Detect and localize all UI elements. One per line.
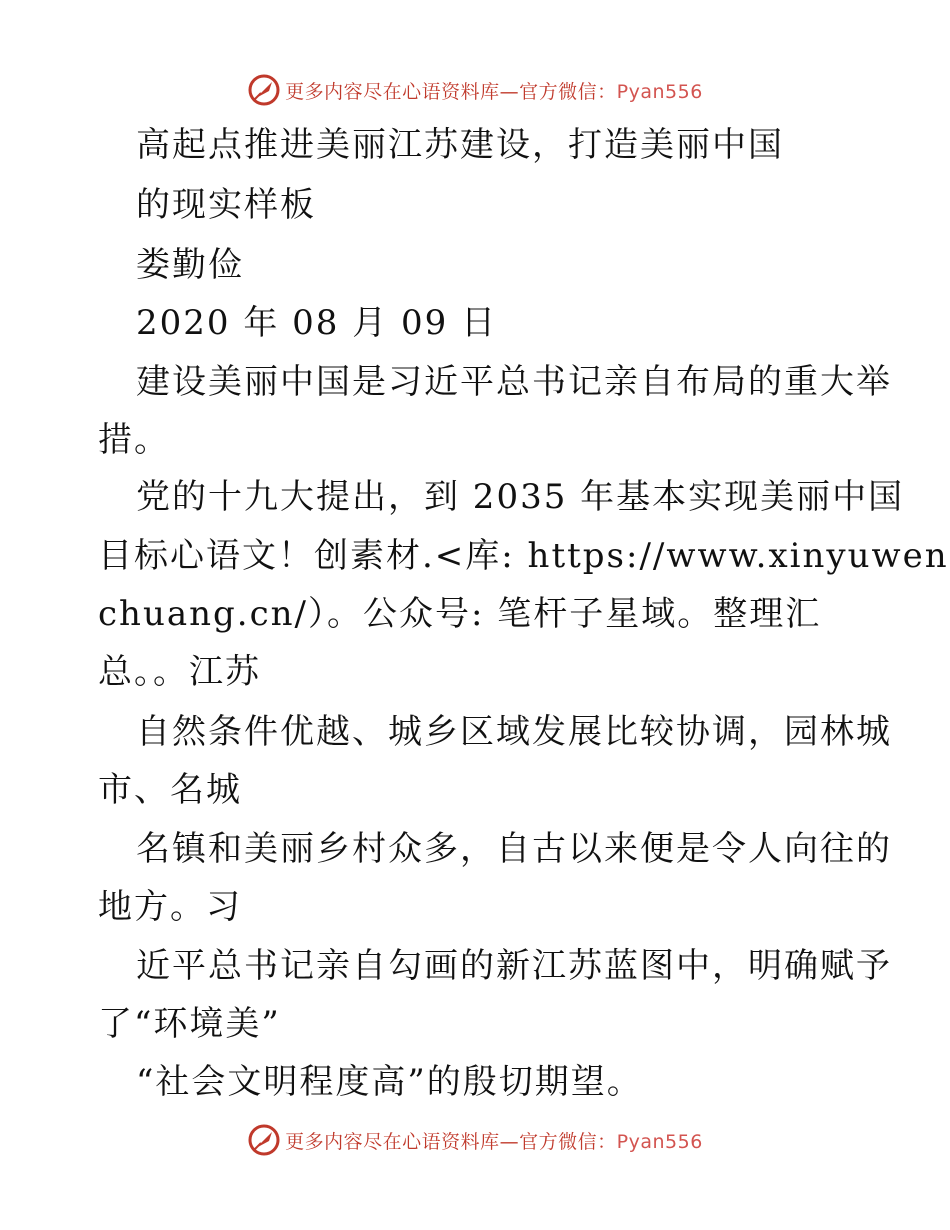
paragraph-line: 市、名城	[98, 770, 242, 810]
paragraph-line: 措。	[98, 420, 170, 460]
quill-logo-icon	[247, 73, 281, 107]
paragraph-line: chuang.cn/）。公众号: 笔杆子星域。整理汇	[98, 594, 822, 634]
author: 娄勤俭	[136, 245, 244, 285]
paragraph-line: “社会文明程度高”的殷切期望。	[136, 1062, 643, 1102]
footer-banner	[0, 1120, 950, 1160]
paragraph-line: 党的十九大提出，到 2035 年基本实现美丽中国	[136, 477, 905, 517]
paragraph-line: 近平总书记亲自勾画的新江苏蓝图中，明确赋予	[136, 946, 892, 986]
banner-text: 更多内容尽在心语资料库—官方微信：Pyan556	[285, 80, 703, 103]
date: 2020 年 08 月 09 日	[136, 303, 498, 343]
paragraph-line: 名镇和美丽乡村众多，自古以来便是令人向往的	[136, 829, 892, 869]
paragraph-line: 了“环境美”	[98, 1004, 281, 1044]
title-line-2: 的现实样板	[136, 185, 316, 225]
banner-text: 更多内容尽在心语资料库—官方微信：Pyan556	[285, 1130, 703, 1153]
paragraph-line: 建设美丽中国是习近平总书记亲自布局的重大举	[136, 362, 892, 402]
paragraph-line: 地方。习	[98, 887, 242, 927]
paragraph-line: 自然条件优越、城乡区域发展比较协调，园林城	[136, 712, 892, 752]
quill-logo-icon	[247, 1123, 281, 1157]
title-line-1: 高起点推进美丽江苏建设，打造美丽中国	[136, 125, 784, 165]
paragraph-line: 目标心语文！创素材.<库: https://www.xinyuwen	[98, 536, 949, 576]
paragraph-line: 总。。江苏	[98, 652, 261, 692]
header-banner	[0, 70, 950, 110]
